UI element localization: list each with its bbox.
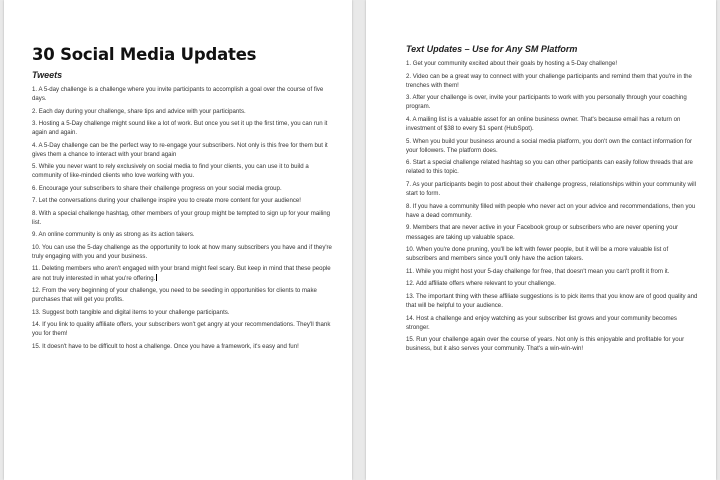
list-item: 2. Video can be a great way to connect with your challenge participants and remind them that you're in the trenches with them! — [406, 72, 692, 89]
list-item: 8. If you have a community filled with people who never act on your advice and recommendations, then you have a dead community. — [406, 202, 696, 219]
document-title: 30 Social Media Updates — [32, 45, 257, 64]
list-item: 1. Get your community excited about their goals by hosting a 5-Day challenge! — [406, 60, 618, 67]
list-item: 4. A mailing list is a valuable asset for an online business owner. That's because email has a return on investment of $38 to every $1 spent (HubSpot). — [406, 115, 681, 133]
tweets-list — [32, 85, 334, 351]
document-page-left[interactable] — [4, 0, 352, 480]
list-item: 12. Add affiliate offers where relevant to your challenge. — [406, 280, 556, 288]
list-item: 5. While you never want to rely exclusively on social media to find your clients, you can use it to build a community of like-minded clients who love working with you. — [32, 163, 309, 180]
list-item: 4. A 5-Day challenge can be the perfect way to re-engage your subscribers. Not only is this free for them but it gives them a chance to interact with your brand again — [32, 141, 328, 158]
section-heading-text-updates: Text Updates – Use for Any SM Platform — [406, 44, 578, 54]
list-item: 12. From the very beginning of your challenge, you need to be seeding in opportunities for clients to make purchases that will get you profits. — [32, 286, 317, 304]
list-item: 6. Encourage your subscribers to share their challenge progress on your social media group. — [32, 184, 282, 192]
list-item: 7. As your participants begin to post about their challenge progress, relationships within your community will start to form. — [406, 181, 696, 198]
list-item: 15. Run your challenge again over the course of years. Not only is this enjoyable and profitable for your business, but it also serves your community. That's a win-win-win! — [406, 336, 685, 353]
list-item: 14. If you link to quality affiliate offers, your subscribers won't get angry at your recommendations. They'll thank you for them! — [32, 321, 331, 338]
list-item: 2. Each day during your challenge, share tips and advice with your participants. — [32, 107, 246, 115]
list-item: 13. Suggest both tangible and digital items to your challenge participants. — [32, 308, 230, 316]
list-item-text: 11. Deleting members who aren't engaged with your brand might feel scary. But keep in mind that these people are not truly interested in what you're offering. — [32, 265, 331, 282]
text-cursor — [156, 274, 157, 281]
list-item: 14. Host a challenge and enjoy watching as your subscriber list grows and your community becomes stronger. — [406, 314, 677, 331]
list-item: 8. With a special challenge hashtag, other members of your group might be tempted to sign up for your mailing list. — [32, 209, 331, 226]
list-item: 7. Let the conversations during your challenge inspire you to create more content for your audience! — [32, 197, 301, 205]
list-item: 15. It doesn't have to be difficult to host a challenge. Once you have a framework, it's easy and fun! — [32, 342, 299, 350]
list-item: 3. Hosting a 5-Day challenge might sound like a lot of work. But once you set it up the first time, you can run it again and again. — [32, 120, 328, 137]
list-item: 9. An online community is only as strong as its action takers. — [32, 231, 195, 239]
document-page-right[interactable] — [366, 0, 716, 480]
list-item: 13. The important thing with these affiliate suggestions is to pick items that you know are of good quality and that will be helpful to your audience. — [406, 292, 698, 310]
list-item: 1. A 5-day challenge is a challenge where you invite participants to accomplish a goal over the course of five days. — [32, 86, 324, 103]
list-item: 5. When you build your business around a social media platform, you don't own the contact information for your followers. The platform does. — [406, 137, 693, 154]
text-updates-list — [406, 59, 698, 354]
list-item: 6. Start a special challenge related hashtag so you can other participants can easily follow threads that are related to this topic. — [406, 159, 693, 176]
list-item-with-cursor — [32, 264, 334, 282]
list-item: 9. Members that are never active in your Facebook group or subscribers who are never opening your messages are taking up valuable space. — [406, 224, 678, 241]
list-item: 10. You can use the 5-day challenge as the opportunity to look at how many subscribers you have and if they're truly engaging with you and your business. — [32, 243, 332, 260]
list-item: 3. After your challenge is over, invite your participants to work with you personally through your coaching program. — [406, 94, 687, 111]
list-item: 10. When you're done pruning, you'll be left with fewer people, but it will be a more valuable list of subscribers and members since you'll only have the action takers. — [406, 246, 669, 263]
section-heading-tweets: Tweets — [32, 70, 63, 80]
list-item: 11. While you might host your 5-day challenge for free, that doesn't mean you can't profit it from it. — [406, 267, 670, 275]
